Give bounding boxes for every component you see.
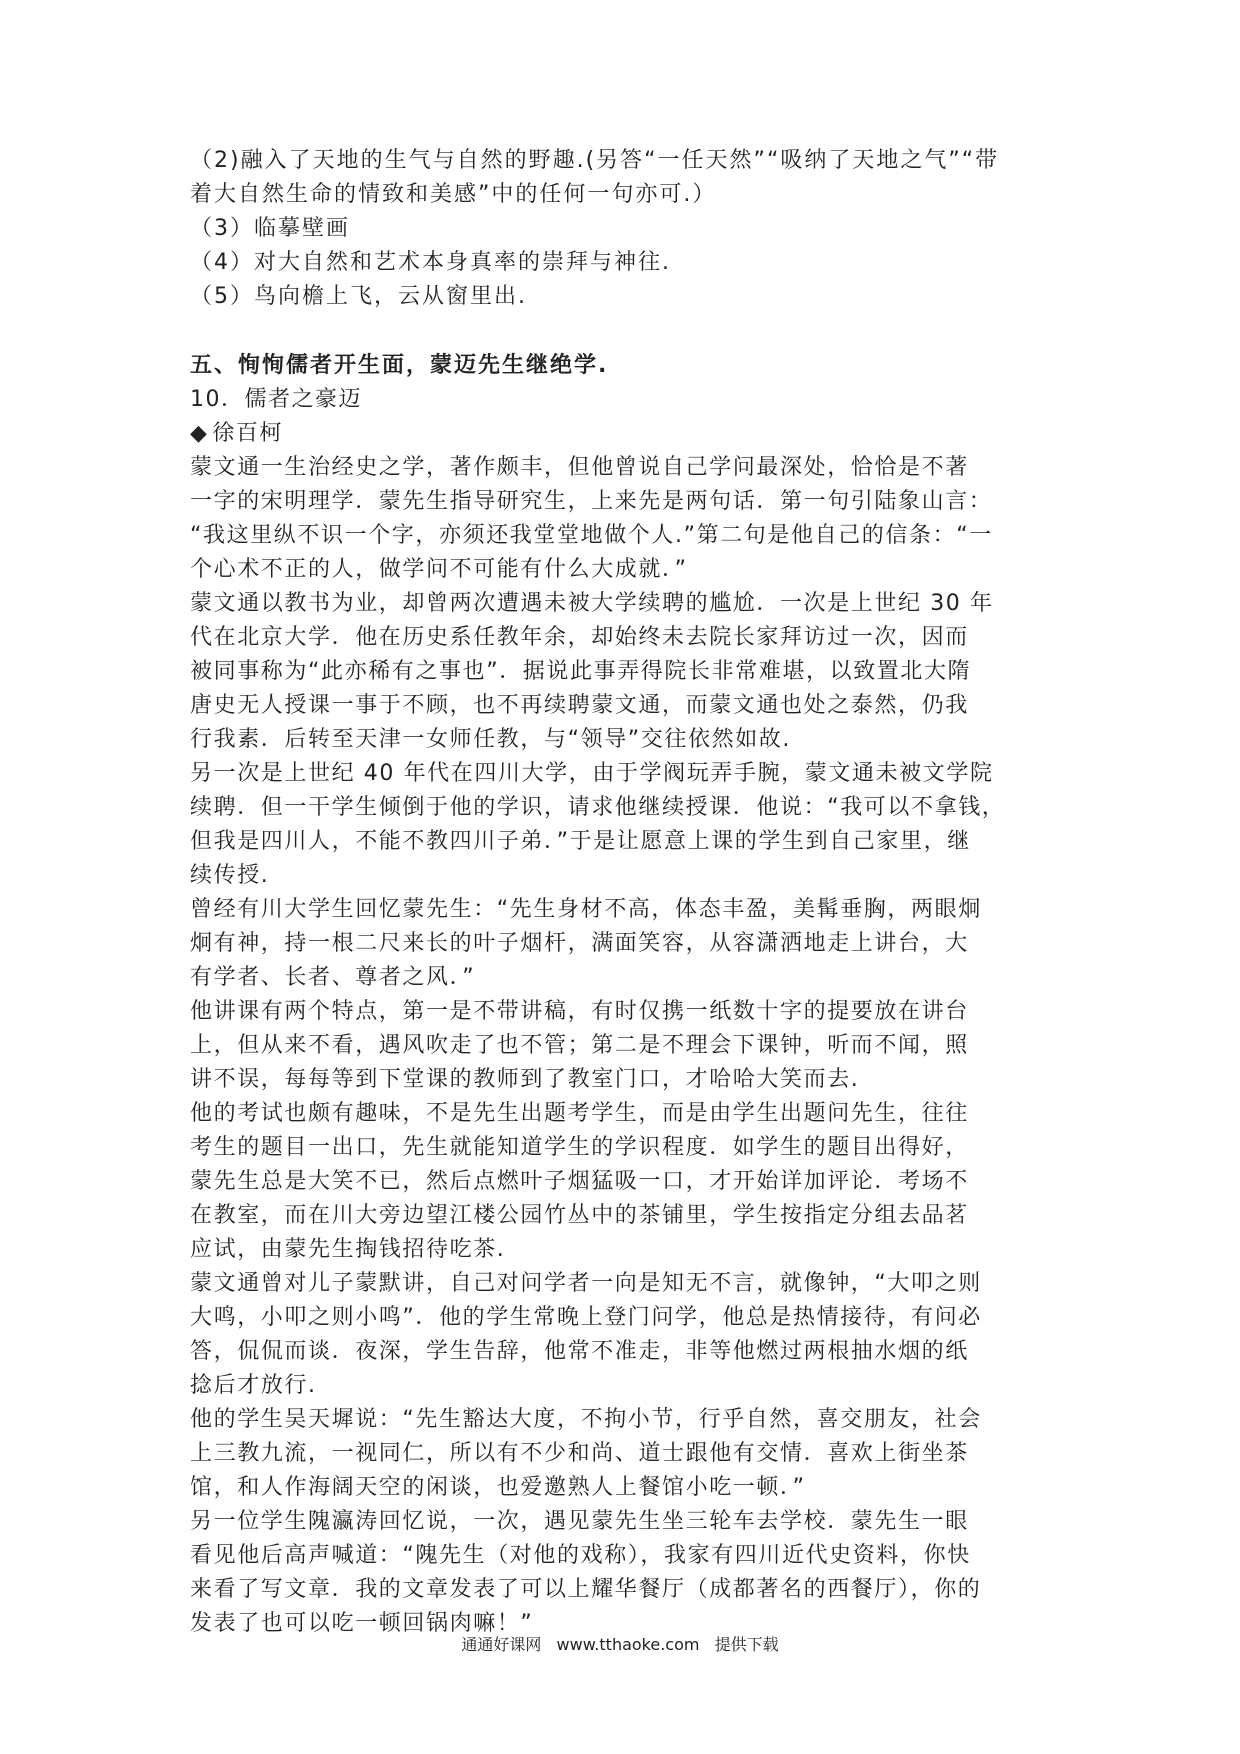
answer-line: （4）对大自然和艺术本身真率的崇拜与神往. [190,250,671,275]
question-title: 10．儒者之豪迈 [190,387,362,412]
text-line: 代在北京大学．他在历史系任教年余，却始终未去院长家拜访过一次，因而 [190,625,969,650]
text-line: 蒙文通一生治经史之学，著作颇丰，但他曾说自己学问最深处，恰恰是不著 [190,455,969,480]
text-line: 他的考试也颇有趣味，不是先生出题考学生，而是由学生出题问先生，往往 [190,1101,969,1126]
text-line: 应试，由蒙先生掏钱招待吃茶. [190,1237,506,1262]
text-line: 他的学生吴天墀说：“先生豁达大度，不拘小节，行乎自然，喜交朋友，社会 [190,1407,982,1432]
text-line: 唐史无人授课一事于不顾，也不再续聘蒙文通，而蒙文通也处之泰然，仍我 [190,693,969,718]
paragraph-1 [190,451,1050,587]
footer-site-name: 通通好课网 [461,1635,542,1654]
text-line: 一字的宋明理学．蒙先生指导研究生，上来先是两句话．第一句引陆象山言： [190,489,993,514]
answer-line: （3）临摹壁画 [190,216,350,241]
author-name: 徐百柯 [212,421,283,446]
text-line: 蒙先生总是大笑不已，然后点燃叶子烟猛吸一口，才开始详加评论．考场不 [190,1169,969,1194]
author-line [190,417,1050,451]
diamond-icon: ◆ [190,421,209,446]
section-spacer [190,314,1050,349]
answer-block [190,144,1050,314]
answer-line: （2)融入了天地的生气与自然的野趣.(另答“一任天然”“吸纳了天地之气”“带 [190,148,1000,173]
text-line: 他讲课有两个特点，第一是不带讲稿，有时仅携一纸数十字的提要放在讲台 [190,999,969,1024]
answer-line: 着大自然生命的情致和美感”中的任何一句亦可.） [190,182,717,207]
text-line: 续传授. [190,863,270,888]
paragraph-5 [190,995,1050,1097]
text-line: 蒙文通以教书为业，却曾两次遭遇未被大学续聘的尴尬．一次是上世纪 30 年 [190,591,994,616]
text-line: 行我素．后转至天津一女师任教，与“领导”交往依然如故. [190,727,791,752]
text-line: 在教室，而在川大旁边望江楼公园竹丛中的茶铺里，学生按指定分组去品茗 [190,1203,969,1228]
text-line: 来看了写文章．我的文章发表了可以上耀华餐厅（成都著名的西餐厅），你的 [190,1577,982,1602]
text-line: 答，侃侃而谈．夜深，学生告辞，他常不准走，非等他燃过两根抽水烟的纸 [190,1339,969,1364]
paragraph-9 [190,1505,1050,1641]
footer-url[interactable]: www.tthaoke.com [556,1635,700,1654]
answer-line: （5）鸟向檐上飞，云从窗里出. [190,284,527,309]
paragraph-8 [190,1403,1050,1505]
paragraph-7 [190,1267,1050,1403]
text-line: 看见他后高声喊道：“隗先生（对他的戏称），我家有四川近代史资料，你快 [190,1543,971,1568]
text-line: 但我是四川人，不能不教四川子弟．”于是让愿意上课的学生到自己家里，继 [190,829,971,854]
footer-note: 提供下载 [714,1635,779,1654]
paragraph-4 [190,893,1050,995]
text-line: 发表了也可以吃一顿回锅肉嘛！” [190,1611,534,1636]
text-line: 考生的题目一出口，先生就能知道学生的学识程度．如学生的题目出得好， [190,1135,969,1160]
text-line: 个心术不正的人，做学问不可能有什么大成就．” [190,557,688,582]
text-line: 有学者、长者、尊者之风．” [190,965,476,990]
text-line: 曾经有川大学生回忆蒙先生：“先生身材不高，体态丰盈，美髯垂胸，两眼炯 [190,897,982,922]
text-line: 续聘．但一干学生倾倒于他的学识，请求他继续授课．他说：“我可以不拿钱， [190,795,1006,820]
text-line: 蒙文通曾对儿子蒙默讲，自己对问学者一向是知无不言，就像钟，“大叩之则 [190,1271,982,1296]
text-line: “我这里纵不识一个字，亦须还我堂堂地做个人.”第二句是他自己的信条：“一 [190,523,993,548]
page-footer [0,1632,1240,1655]
text-line: 上三教九流，一视同仁，所以有不少和尚、道士跟他有交情．喜欢上街坐茶 [190,1441,969,1466]
paragraph-2 [190,587,1050,757]
text-line: 讲不误，每每等到下堂课的教师到了教室门口，才哈哈大笑而去. [190,1067,860,1092]
text-line: 另一位学生隗瀛涛回忆说，一次，遇见蒙先生坐三轮车去学校．蒙先生一眼 [190,1509,969,1534]
page-content [190,144,1050,1641]
paragraph-3 [190,757,1050,893]
text-line: 被同事称为“此亦稀有之事也”．据说此事弄得院长非常难堪，以致置北大隋 [190,659,972,684]
text-line: 另一次是上世纪 40 年代在四川大学，由于学阀玩弄手腕，蒙文通未被文学院 [190,761,994,786]
paragraph-6 [190,1097,1050,1267]
section-heading: 五、恂恂儒者开生面，蒙迈先生继绝学. [190,353,609,378]
text-line: 捻后才放行. [190,1373,317,1398]
text-line: 上，但从来不看，遇风吹走了也不管；第二是不理会下课钟，听而不闻，照 [190,1033,969,1058]
text-line: 炯有神，持一根二尺来长的叶子烟杆，满面笑容，从容潇洒地走上讲台，大 [190,931,969,956]
text-line: 馆，和人作海阔天空的闲谈，也爱邀熟人上餐馆小吃一顿．” [190,1475,806,1500]
text-line: 大鸣，小叩之则小鸣”．他的学生常晚上登门问学，他总是热情接待，有问必 [190,1305,982,1330]
